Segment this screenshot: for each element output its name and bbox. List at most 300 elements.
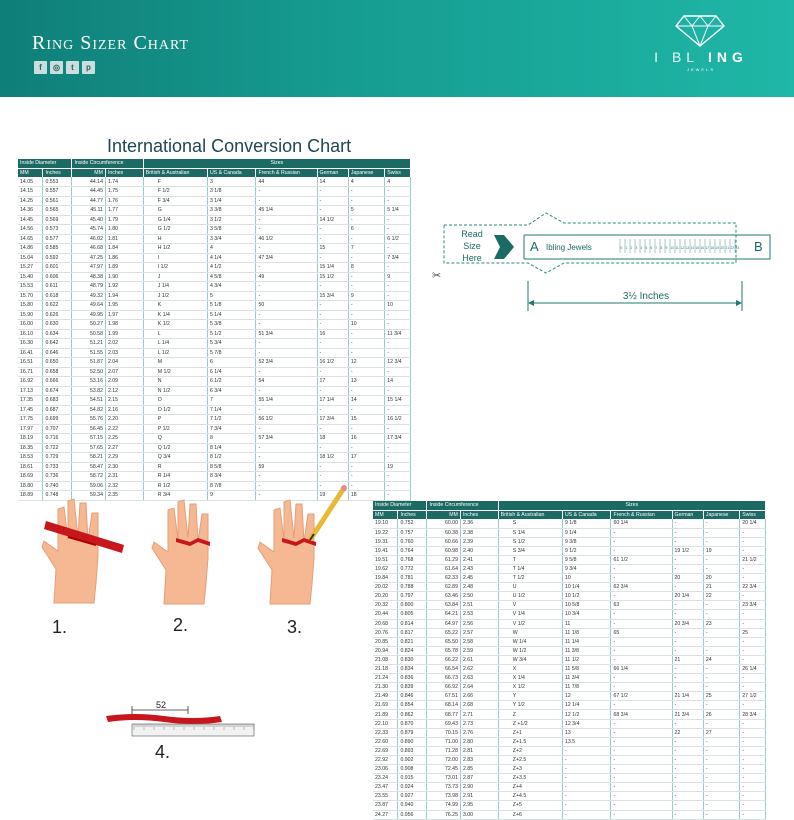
table-cell: 20.68 (373, 619, 398, 628)
table-cell: G (143, 206, 207, 216)
table-cell: 63.84 (427, 601, 461, 610)
table-cell: Z (498, 710, 562, 719)
table-cell: - (672, 637, 703, 646)
table-cell: 21 1/2 (740, 555, 766, 564)
table-cell: Y (498, 692, 562, 701)
table-cell: 1.92 (105, 282, 143, 292)
table-cell: - (703, 646, 739, 655)
table-cell: Q 1/2 (143, 443, 207, 453)
scale-number: 0 (620, 246, 623, 250)
table-cell: 2.25 (105, 434, 143, 444)
table-cell: 2.20 (105, 415, 143, 425)
table-cell: - (348, 462, 384, 472)
table-row (18, 301, 411, 311)
table-cell: - (348, 253, 384, 263)
table-cell: 0.699 (43, 415, 72, 425)
table-cell: 50.58 (72, 329, 106, 339)
table-cell: 46.68 (72, 244, 106, 254)
table-cell: - (740, 528, 766, 537)
table-cell: 3 (207, 177, 256, 187)
table-cell: H 1/2 (143, 244, 207, 254)
table-cell: 2.61 (460, 655, 498, 664)
table-row (18, 434, 411, 444)
brand-logo-text: I BL ING (654, 49, 748, 65)
table-cell: - (672, 601, 703, 610)
table-cell: 1.77 (105, 206, 143, 216)
table-cell: N 1/2 (143, 386, 207, 396)
table-cell: 65 (611, 628, 672, 637)
table-row (18, 187, 411, 197)
table-cell: 57.65 (72, 443, 106, 453)
table-cell: - (256, 244, 317, 254)
table-cell: 66.92 (427, 683, 461, 692)
table-cell: 3 5/8 (207, 225, 256, 235)
table-row (373, 628, 766, 637)
pinterest-icon[interactable]: p (82, 61, 95, 74)
facebook-icon[interactable]: f (34, 61, 47, 74)
table-cell: 10 1/2 (562, 592, 611, 601)
table-cell: - (256, 386, 317, 396)
table-cell: - (317, 196, 348, 206)
table-cell: - (740, 655, 766, 664)
page-title: Ring Sizer Chart (32, 32, 190, 54)
table-cell: - (317, 282, 348, 292)
table-cell: - (317, 301, 348, 311)
table-cell: - (317, 187, 348, 197)
read-label-line-2: Size (463, 241, 481, 251)
table-cell: 0.817 (398, 628, 427, 637)
table-cell: - (703, 564, 739, 573)
table-cell: - (740, 737, 766, 746)
table-cell: 20 3/4 (672, 619, 703, 628)
table-cell: L 1/4 (143, 339, 207, 349)
table-cell: - (672, 646, 703, 655)
table-cell: - (348, 424, 384, 434)
table-cell: 69.43 (427, 719, 461, 728)
scale-number: 6 (650, 246, 653, 250)
sizer-scale (620, 239, 739, 253)
table-cell: 60.66 (427, 537, 461, 546)
table-cell: 23.47 (373, 783, 398, 792)
table-cell: 21.49 (373, 692, 398, 701)
table-cell: 2.83 (460, 755, 498, 764)
table-cell: - (611, 574, 672, 583)
table-cell: 20 1/4 (672, 592, 703, 601)
table-cell: - (317, 386, 348, 396)
table-cell: 8 (348, 263, 384, 273)
table-cell: - (672, 537, 703, 546)
table-cell: 68.77 (427, 710, 461, 719)
table-cell: 49.95 (72, 310, 106, 320)
scale-number: 17 (705, 246, 710, 250)
table-row (18, 358, 411, 368)
table-cell: 3 1/8 (207, 187, 256, 197)
table-cell: 67 1/2 (611, 692, 672, 701)
table-cell: 15 (317, 244, 348, 254)
table-row (373, 728, 766, 737)
table-cell: W (498, 628, 562, 637)
table-cell: 0.634 (43, 329, 72, 339)
table-row (373, 574, 766, 583)
table-cell: S (498, 519, 562, 528)
table-cell: 11 3/8 (562, 646, 611, 655)
table-cell: - (611, 655, 672, 664)
table-cell: 15.40 (18, 272, 43, 282)
table-cell: - (672, 628, 703, 637)
column-header: Inches (43, 168, 72, 177)
table-cell: 46.02 (72, 234, 106, 244)
table-cell: - (317, 320, 348, 330)
table-cell: 60.98 (427, 546, 461, 555)
table-cell: - (317, 234, 348, 244)
table-cell: L 1/2 (143, 348, 207, 358)
table-cell: 2.36 (460, 519, 498, 528)
table-row (18, 225, 411, 235)
table-cell: 2.81 (460, 746, 498, 755)
table-cell: R 1/2 (143, 481, 207, 491)
table-cell: 2.80 (460, 737, 498, 746)
table-cell: 1.98 (105, 320, 143, 330)
table-cell: 0.752 (398, 519, 427, 528)
table-cell: - (256, 348, 317, 358)
table-cell: 0.618 (43, 291, 72, 301)
table-cell: Z+5 (498, 801, 562, 810)
table-cell: - (562, 810, 611, 819)
table-cell: 2.02 (105, 339, 143, 349)
table-cell: - (385, 320, 411, 330)
table-cell: 20.20 (373, 592, 398, 601)
table-cell: 0.824 (398, 646, 427, 655)
table-cell: 71.00 (427, 737, 461, 746)
table-cell: 0.569 (43, 215, 72, 225)
table-cell: 22.69 (373, 746, 398, 755)
table-cell: - (385, 244, 411, 254)
table-cell: Z+1.5 (498, 737, 562, 746)
table-cell: 5 (348, 206, 384, 216)
scale-number: 13 (685, 246, 690, 250)
table-cell: 2.39 (460, 537, 498, 546)
table-cell: 19.41 (373, 546, 398, 555)
table-cell: 49.64 (72, 301, 106, 311)
table-cell: 56.45 (72, 424, 106, 434)
table-row (373, 592, 766, 601)
table-cell: 12 (348, 358, 384, 368)
table-cell: 0.768 (398, 555, 427, 564)
table-cell: - (611, 564, 672, 573)
table-cell: 2.76 (460, 728, 498, 737)
table-cell: 9 3/4 (562, 564, 611, 573)
length-label: 3½ Inches (622, 291, 670, 302)
scale-number: 9 (665, 246, 668, 250)
table-cell: 44 (256, 177, 317, 187)
table-row (373, 601, 766, 610)
table-cell: 0.915 (398, 774, 427, 783)
table-cell: 2.48 (460, 583, 498, 592)
table-cell: G 1/4 (143, 215, 207, 225)
table-cell: - (740, 801, 766, 810)
table-cell: 10 (348, 320, 384, 330)
table-cell: 14.86 (18, 244, 43, 254)
table-cell: - (611, 528, 672, 537)
table-cell: - (611, 674, 672, 683)
read-label-line-3: Here (462, 253, 482, 263)
table-cell: - (740, 619, 766, 628)
table-cell: 0.839 (398, 683, 427, 692)
table-cell: 44.77 (72, 196, 106, 206)
table-cell: U 1/2 (498, 592, 562, 601)
group-header-circumference: Inside Circumference (72, 159, 143, 168)
table-cell: - (740, 637, 766, 646)
measure-value: 52 (155, 700, 167, 710)
table-cell: 0.736 (43, 472, 72, 482)
table-cell: V (498, 601, 562, 610)
group-header-diameter: Inside Diameter (18, 159, 72, 168)
scale-number: 4 (640, 246, 643, 250)
table-cell: 14 1/2 (317, 215, 348, 225)
table-row (373, 637, 766, 646)
table-cell: - (317, 310, 348, 320)
table-row (373, 692, 766, 701)
table-cell: - (385, 282, 411, 292)
table-cell: 66.54 (427, 665, 461, 674)
table-cell: R (143, 462, 207, 472)
ruler-measure-illustration (104, 700, 258, 742)
table-cell: 6 1/2 (385, 234, 411, 244)
table-cell: 1.89 (105, 263, 143, 273)
table-cell: 0.707 (43, 424, 72, 434)
table-cell: P 1/2 (143, 424, 207, 434)
table-cell: 14.56 (18, 225, 43, 235)
table-cell: J (143, 272, 207, 282)
table-cell: 60 1/4 (611, 519, 672, 528)
table-cell: F 1/2 (143, 187, 207, 197)
table-cell: 16.41 (18, 348, 43, 358)
table-cell: 0.924 (398, 783, 427, 792)
conversion-table-2 (373, 501, 766, 820)
twitter-icon[interactable]: t (66, 61, 79, 74)
table-row (373, 665, 766, 674)
table-cell: W 1/4 (498, 637, 562, 646)
table-row (18, 253, 411, 263)
table-cell: - (611, 801, 672, 810)
table-cell: 2.16 (105, 405, 143, 415)
table-cell: 12 1/4 (562, 701, 611, 710)
table-cell: 2.09 (105, 377, 143, 387)
table-cell: 16.30 (18, 339, 43, 349)
table-cell: 11 1/8 (562, 628, 611, 637)
table-cell: 24.27 (373, 810, 398, 819)
table-cell: 68 3/4 (611, 710, 672, 719)
table-cell: - (385, 196, 411, 206)
table-cell: 18.53 (18, 453, 43, 463)
table-row (18, 196, 411, 206)
table-cell: 72.00 (427, 755, 461, 764)
table-cell: - (740, 810, 766, 819)
table-cell: - (611, 646, 672, 655)
table-row (373, 528, 766, 537)
table-cell: Z+6 (498, 810, 562, 819)
table-cell: - (703, 810, 739, 819)
table-cell: 0.830 (398, 655, 427, 664)
table-row (18, 472, 411, 482)
table-cell: 64.97 (427, 619, 461, 628)
table-cell: 14.36 (18, 206, 43, 216)
table-cell: T 1/2 (498, 574, 562, 583)
table-cell: - (385, 187, 411, 197)
table-cell: 0.687 (43, 405, 72, 415)
table-cell: 20 (703, 574, 739, 583)
column-header: Inches (460, 510, 498, 519)
table-cell: 11 (562, 619, 611, 628)
table-cell: 19.31 (373, 537, 398, 546)
table-cell: 4 1/2 (207, 263, 256, 273)
table-row (18, 234, 411, 244)
table-cell: 3 3/4 (207, 234, 256, 244)
table-cell: - (703, 637, 739, 646)
table-cell: 17.45 (18, 405, 43, 415)
table-cell: - (348, 187, 384, 197)
table-cell: 61 1/2 (611, 555, 672, 564)
table-cell: 22.10 (373, 719, 398, 728)
table-cell: 0.716 (43, 434, 72, 444)
table-cell: Z+1 (498, 728, 562, 737)
table-cell: 65.22 (427, 628, 461, 637)
table-cell: 7 (348, 244, 384, 254)
table-cell: 0.622 (43, 301, 72, 311)
table-cell: K 1/2 (143, 320, 207, 330)
table-cell: 1.86 (105, 253, 143, 263)
table-cell: - (317, 443, 348, 453)
table-cell: 8 5/8 (207, 462, 256, 472)
table-cell: - (672, 519, 703, 528)
table-cell: - (562, 746, 611, 755)
table-row (18, 291, 411, 301)
table-row (373, 746, 766, 755)
table-cell: 0.729 (43, 453, 72, 463)
table-cell: 47.25 (72, 253, 106, 263)
table-cell: 2.64 (460, 683, 498, 692)
table-cell: - (703, 555, 739, 564)
table-cell: 10 1/4 (562, 583, 611, 592)
table-cell: 10 3/4 (562, 610, 611, 619)
step-2-label: 2. (173, 615, 189, 635)
table-cell: 2.41 (460, 555, 498, 564)
table-cell: 2.38 (460, 528, 498, 537)
step-3-label: 3. (287, 617, 303, 637)
table-cell: - (348, 329, 384, 339)
table-cell: - (385, 405, 411, 415)
table-cell: 47 3/4 (256, 253, 317, 263)
table-cell: 7 1/4 (207, 405, 256, 415)
scale-number: 2 (630, 246, 633, 250)
column-header: Japanese (703, 510, 739, 519)
table-cell: 2.51 (460, 601, 498, 610)
table-cell: 44.14 (72, 177, 106, 187)
table-cell: 5 1/4 (207, 310, 256, 320)
table-cell: 2.30 (105, 462, 143, 472)
table-cell: 15 1/4 (317, 263, 348, 273)
table-cell: 2.31 (105, 472, 143, 482)
table-cell: - (611, 537, 672, 546)
table-row (373, 710, 766, 719)
table-cell: 73.73 (427, 783, 461, 792)
table-cell: 20 (672, 574, 703, 583)
table-cell: 21.18 (373, 665, 398, 674)
table-row (373, 646, 766, 655)
table-cell: 66 1/4 (611, 665, 672, 674)
table-cell: 19.10 (373, 519, 398, 528)
table-cell: 14.15 (18, 187, 43, 197)
step-1-label: 1. (52, 617, 68, 637)
table-cell: 20.85 (373, 637, 398, 646)
table-cell: 2.27 (105, 443, 143, 453)
scale-number: 10 (670, 246, 675, 250)
table-cell: 8 1/2 (207, 453, 256, 463)
table-cell: 51.55 (72, 348, 106, 358)
table-cell: - (348, 215, 384, 225)
table-cell: 76.25 (427, 810, 461, 819)
table-row (373, 737, 766, 746)
table-cell: - (672, 737, 703, 746)
table-cell: 13.5 (562, 737, 611, 746)
table-cell: - (740, 719, 766, 728)
table-cell: - (256, 424, 317, 434)
step-4-label: 4. (155, 742, 171, 762)
table-cell: 1.80 (105, 225, 143, 235)
table-cell: 12 1/2 (562, 710, 611, 719)
table-cell: T 1/4 (498, 564, 562, 573)
hand-illustration-1 (34, 487, 124, 605)
table-cell: - (385, 291, 411, 301)
table-cell: J 1/4 (143, 282, 207, 292)
table-cell: - (703, 519, 739, 528)
table-cell: S 1/2 (498, 537, 562, 546)
table-cell: 51.21 (72, 339, 106, 349)
column-header: Swiss (385, 168, 411, 177)
table-cell: 2.66 (460, 692, 498, 701)
instagram-icon[interactable]: ◎ (50, 61, 63, 74)
table-cell: - (385, 453, 411, 463)
table-cell: 16.00 (18, 320, 43, 330)
table-cell: - (672, 810, 703, 819)
table-row (373, 546, 766, 555)
table-cell: 18.35 (18, 443, 43, 453)
table-cell: 17.13 (18, 386, 43, 396)
table-cell: 2.95 (460, 801, 498, 810)
table-cell: - (348, 301, 384, 311)
table-cell: U (498, 583, 562, 592)
table-cell: 15 1/4 (385, 396, 411, 406)
table-cell: - (740, 746, 766, 755)
table-cell: 2.90 (460, 783, 498, 792)
table-cell: 8 7/8 (207, 481, 256, 491)
table-cell: X 1/4 (498, 674, 562, 683)
table-cell: 51 3/4 (256, 329, 317, 339)
table-cell: - (256, 310, 317, 320)
table-cell: O (143, 396, 207, 406)
table-cell: - (256, 443, 317, 453)
table-cell: 0.553 (43, 177, 72, 187)
table-cell: - (611, 701, 672, 710)
table-cell: 49 (256, 272, 317, 282)
table-cell: - (348, 196, 384, 206)
table-cell: 21 1/4 (672, 692, 703, 701)
table-cell: 19 (385, 462, 411, 472)
table-cell: O 1/2 (143, 405, 207, 415)
table-cell: 18.19 (18, 434, 43, 444)
table-cell: 0.879 (398, 728, 427, 737)
column-header: MM (72, 168, 106, 177)
